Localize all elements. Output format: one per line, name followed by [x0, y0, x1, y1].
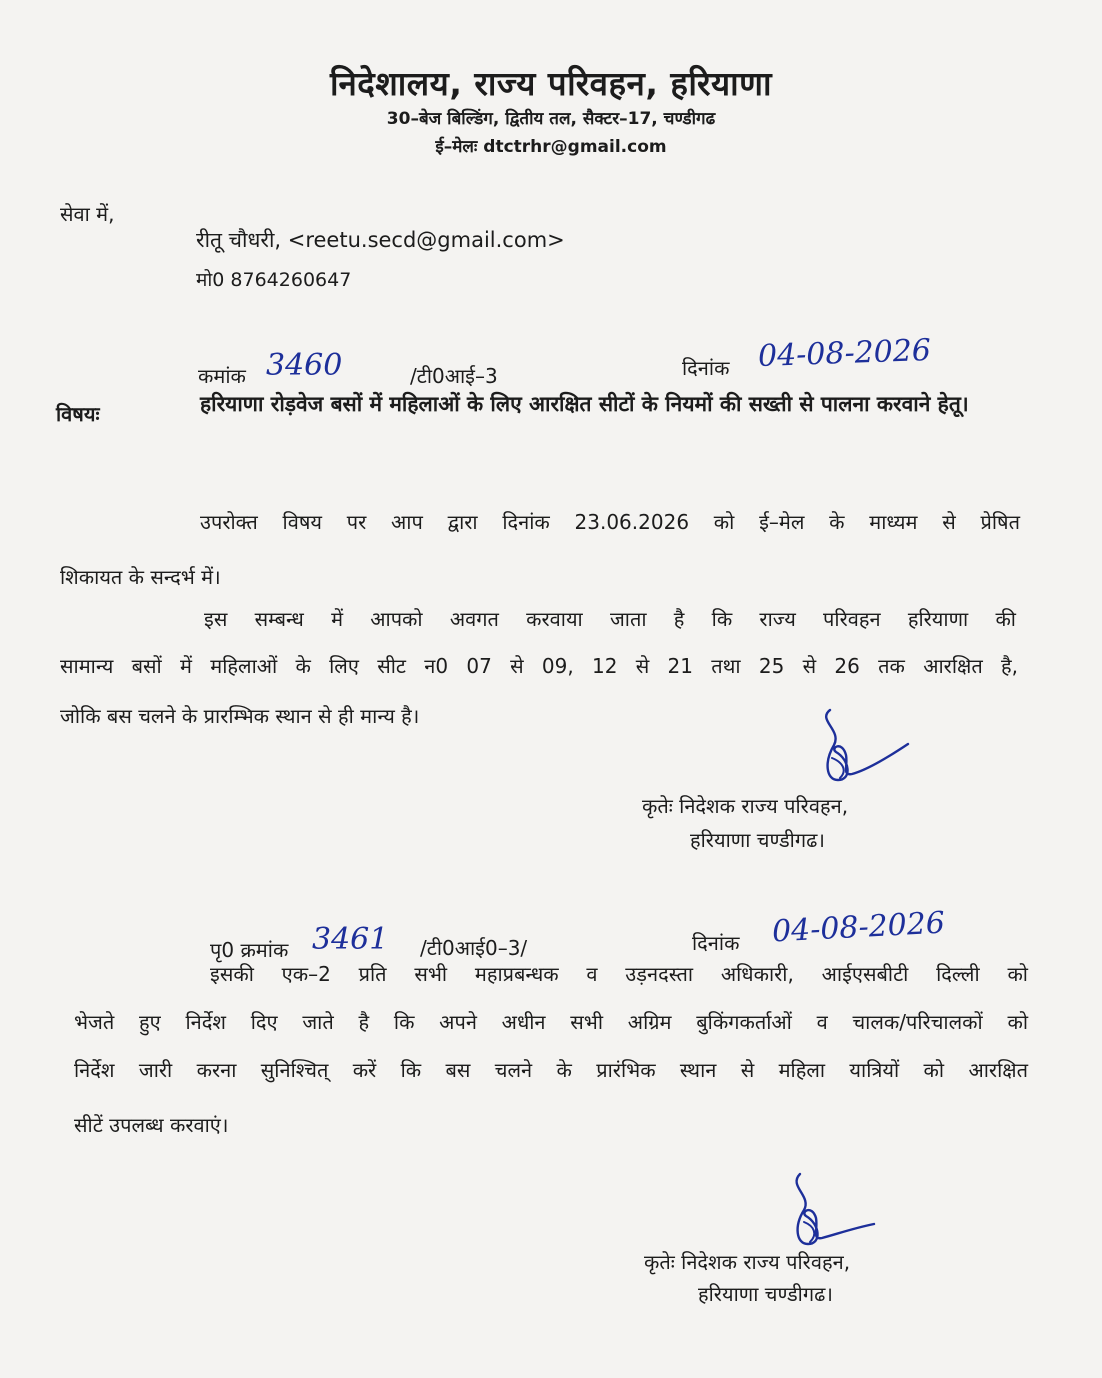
ref1-date-label: दिनांक [682, 356, 730, 380]
ref2-number: 3461 [312, 922, 389, 957]
subject-label: विषयः [56, 402, 100, 426]
endorsement-line2: भेजते हुए निर्देश दिए जाते है कि अपने अधीन सभी अग्रिम बुकिंगकर्ताओं व चालक/परिचालकों को [74, 1010, 1028, 1034]
ref2-code: /टी0आई0–3/ [420, 936, 528, 960]
para2-line1: इस सम्बन्ध में आपको अवगत करवाया जाता है कि राज्य परिवहन हरियाणा की [204, 607, 1016, 631]
letterhead-email: ई–मेलः dtctrhr@gmail.com [435, 137, 667, 157]
ref2-label: पृ0 क्रमांक [210, 938, 289, 962]
ref2-date-label: दिनांक [692, 931, 740, 955]
signature-mark-1 [812, 700, 922, 790]
para1-line1: उपरोक्त विषय पर आप द्वारा दिनांक 23.06.2026 को ई–मेल के माध्यम से प्रेषित [200, 510, 1020, 534]
signature1-line2: हरियाणा चण्डीगढ। [690, 828, 825, 852]
recipient-mobile: मो0 8764260647 [196, 269, 352, 291]
ref2-date: 04-08-2026 [771, 905, 946, 950]
ref1-number: 3460 [266, 348, 343, 383]
endorsement-line1: इसकी एक–2 प्रति सभी महाप्रबन्धक व उड़नदस्ता अधिकारी, आईएसबीटी दिल्ली को [210, 962, 1028, 986]
letterhead-address: 30–बेज बिल्डिंग, द्वितीय तल, सैक्टर–17, चण्डीगढ [386, 109, 716, 129]
recipient-name-email: रीतू चौधरी, <reetu.secd@gmail.com> [196, 228, 565, 252]
signature2-line2: हरियाणा चण्डीगढ। [698, 1282, 833, 1306]
subject-text: हरियाणा रोड़वेज बसों में महिलाओं के लिए आरक्षित सीटों के नियमों की सख्ती से पालना करवाने हेतू। [200, 392, 969, 416]
ref1-code: /टी0आई–3 [410, 364, 498, 388]
letterhead-title: निदेशालय, राज्य परिवहन, हरियाणा [329, 64, 773, 103]
salutation: सेवा में, [60, 202, 115, 226]
para2-line3: जोकि बस चलने के प्रारम्भिक स्थान से ही मान्य है। [60, 704, 420, 728]
para1-line2: शिकायत के सन्दर्भ में। [60, 565, 221, 589]
ref1-label: कमांक [198, 364, 246, 388]
signature-mark-2 [782, 1166, 892, 1256]
endorsement-line4: सीटें उपलब्ध करवाएं। [74, 1113, 229, 1137]
para2-line2: सामान्य बसों में महिलाओं के लिए सीट न0 07 से 09, 12 से 21 तथा 25 से 26 तक आरक्षित है, [60, 654, 1018, 678]
signature2-line1: कृतेः निदेशक राज्य परिवहन, [644, 1250, 851, 1274]
endorsement-line3: निर्देश जारी करना सुनिश्चित् करें कि बस चलने के प्रारंभिक स्थान से महिला यात्रियों को आरक्षित [74, 1058, 1028, 1082]
signature1-line1: कृतेः निदेशक राज्य परिवहन, [642, 794, 849, 818]
ref1-date: 04-08-2026 [757, 332, 932, 375]
